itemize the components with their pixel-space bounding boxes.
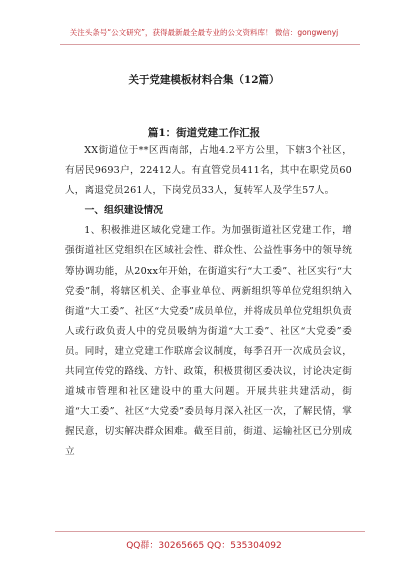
header-promo-text: 关注头条号“公文研究”，获得最新最全最专业的公文资料库！ 微信：gongwenyj [69, 28, 339, 37]
chapter-title: 篇1：街道党建工作汇报 [147, 127, 261, 139]
document-body [65, 141, 352, 463]
section-heading: 一、组织建设情况 [84, 205, 163, 217]
section-paragraph: 1、积极推进区域化党建工作。为加强街道社区党建工作，增强街道社区党组织在区域社会性、群众性、公益性事务中的领导统筹协调功能，从20xx年开始，在街道实行“大工委”、社区实行“大党委”制，将辖区机关、企事业单位、两新组织等单位党组织纳入街道“大工委”、社区“大党委”成员单位，并将成员单位党组织负责人或行政负责人中的党员吸纳为街道“大工委”、社区“大党委”委员。同时，建立党建工作联席会议制度，每季召开一次成员会议，共同宣传党的路线、方针、政策，积极贯彻区委决议，讨论决定街道城市管理和社区建设中的重大问题。开展共驻共建活动，街道“大工委”、社区“大党委”委员每月深入社区一次，了解民情，掌握民意，切实解决群众困难。截至目前，街道、运输社区已分别成立 [65, 225, 352, 458]
header-divider [60, 44, 360, 45]
document-title: 关于党建模板材料合集（12篇） [128, 74, 280, 86]
footer-divider [55, 531, 365, 532]
intro-paragraph: XX街道位于**区西南部，占地4.2平方公里，下辖3个社区，有居民9693户，22412人。有直管党员411名，其中在职党员60人，离退党员261人，下岗党员33人，复转军人及学生57人。 [65, 145, 352, 197]
footer-contact-text: QQ群：30265665 QQ：535304092 [126, 541, 282, 551]
